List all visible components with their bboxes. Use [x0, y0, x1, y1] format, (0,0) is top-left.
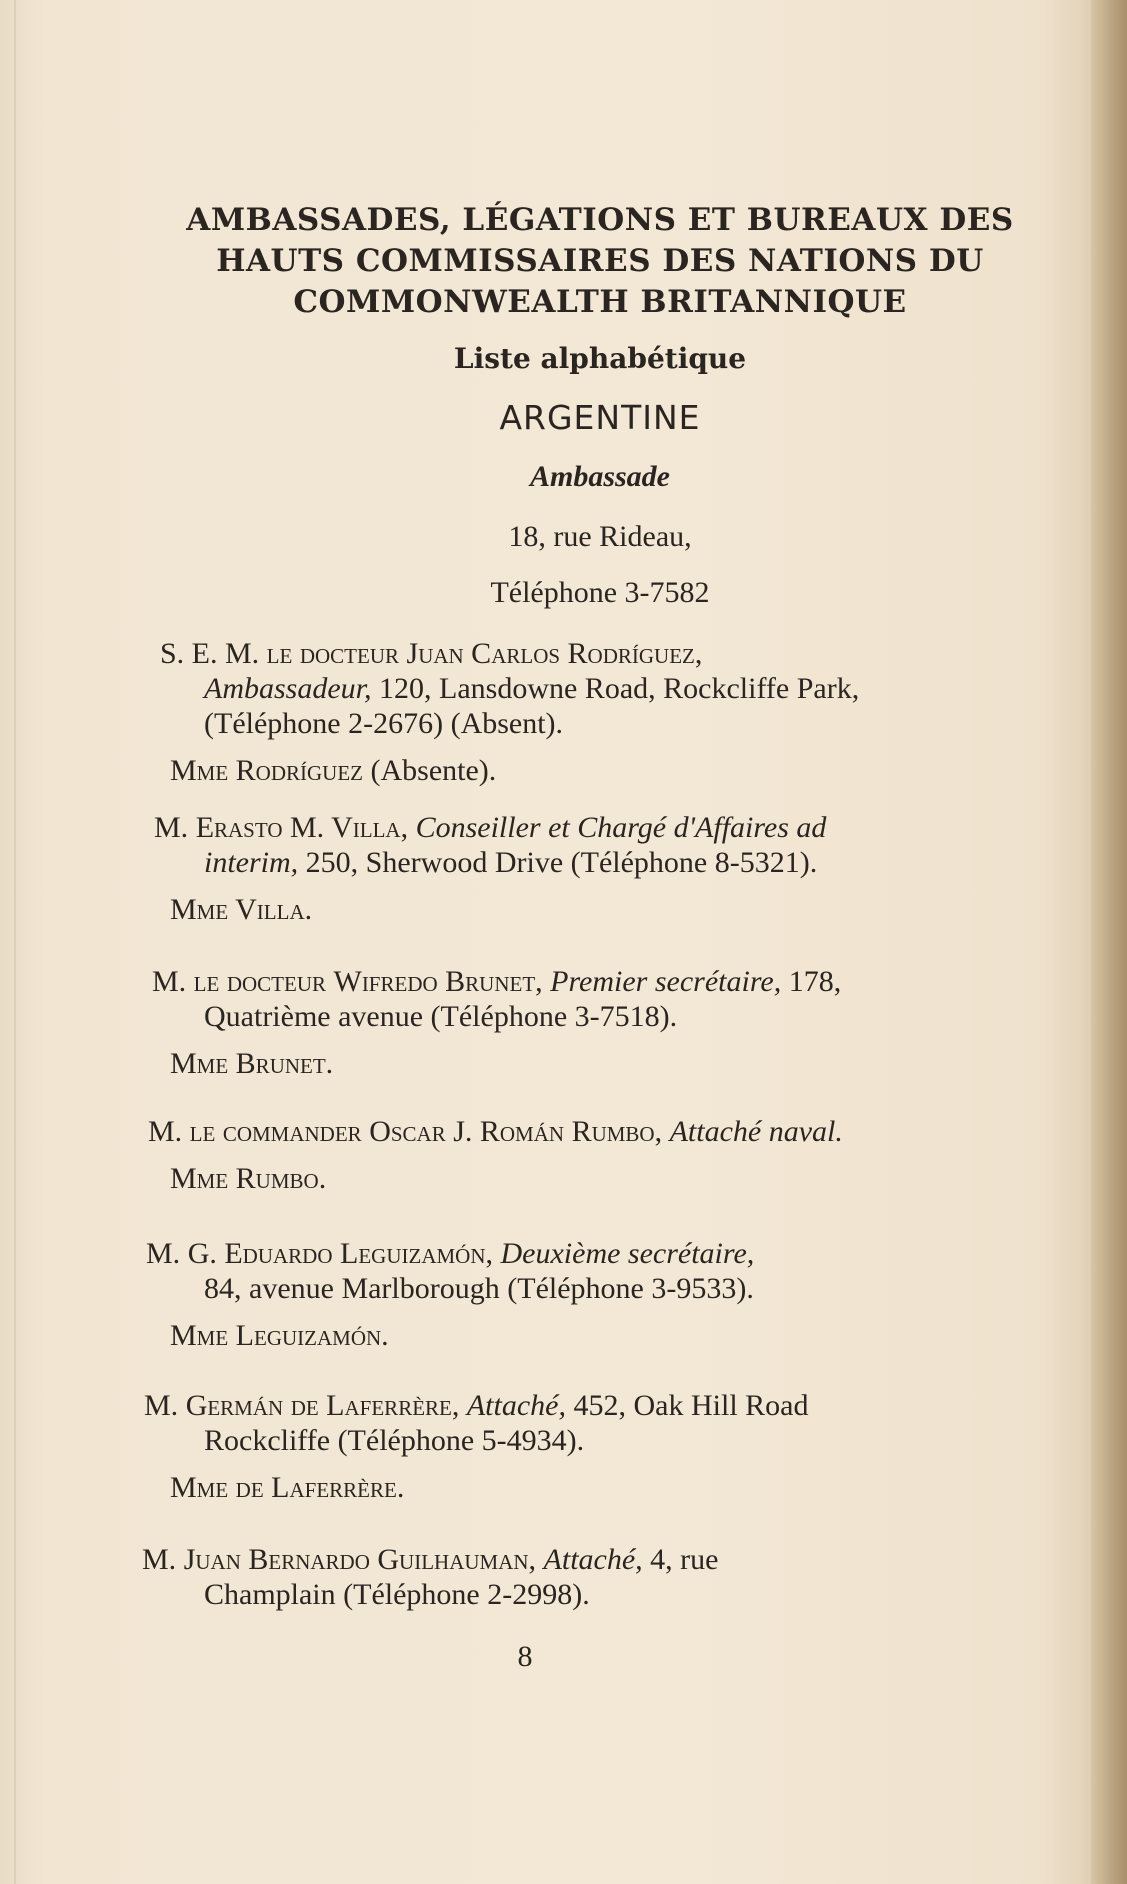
- entry-attache-guilhauman: [140, 1542, 1060, 1612]
- entry-prefix: M. le docteur: [152, 965, 326, 998]
- entry-spouse: Mme Villa.: [170, 893, 313, 926]
- page-left-edge: [14, 0, 16, 1884]
- entry-spouse: Mme Brunet.: [170, 1047, 334, 1080]
- entry-attache-laferrere: [140, 1388, 1060, 1505]
- heading-line-1: AMBASSADES, LÉGATIONS ET BUREAUX DES: [186, 202, 1014, 238]
- list-subtitle: Liste alphabétique: [453, 342, 747, 375]
- entry-title: Deuxième secrétaire,: [500, 1237, 755, 1270]
- mission-type: Ambassade: [529, 460, 670, 493]
- page-heading: [140, 200, 1060, 323]
- entry-address: 84, avenue Marlborough (Téléphone 3-9533).: [204, 1272, 754, 1305]
- entry-spouse: Mme de Laferrère.: [170, 1471, 405, 1504]
- heading-line-2: HAUTS COMMISSAIRES DES NATIONS DU: [216, 243, 984, 279]
- entry-name: Juan Carlos Rodríguez,: [406, 637, 703, 670]
- entry-first-secretary: [140, 964, 1060, 1081]
- entry-ambassador: [140, 636, 1060, 788]
- entry-phone: (Téléphone 2-2676) (Absent).: [204, 707, 564, 740]
- entry-title: Conseiller et Chargé d'Affaires ad: [415, 811, 827, 844]
- page-number: 8: [517, 1640, 533, 1673]
- entry-spouse-note: (Absente).: [370, 754, 497, 787]
- entry-address: 120, Lansdowne Road, Rockcliffe Park,: [379, 672, 860, 705]
- entry-title-cont: interim,: [204, 846, 299, 879]
- entry-name: Juan Bernardo Guilhauman,: [183, 1543, 537, 1576]
- entry-prefix: S. E. M. le docteur: [160, 637, 400, 670]
- entry-name: G. Eduardo Leguizamón,: [187, 1237, 493, 1270]
- entry-spouse: Mme Rumbo.: [170, 1162, 327, 1195]
- entry-naval-attache: [140, 1114, 1060, 1196]
- entry-spouse: Mme Leguizamón.: [170, 1319, 389, 1352]
- entry-prefix: M.: [154, 811, 189, 844]
- entry-address-start: 178,: [788, 965, 842, 998]
- entry-name: Germán de Laferrère,: [185, 1389, 460, 1422]
- entry-title: Attaché naval.: [669, 1115, 843, 1148]
- mission-phone: Téléphone 3-7582: [490, 576, 710, 609]
- heading-line-3: COMMONWEALTH BRITANNIQUE: [293, 284, 907, 320]
- entry-spouse: Mme Rodríguez: [170, 754, 364, 787]
- entry-name: Wifredo Brunet,: [333, 965, 543, 998]
- entry-title: Attaché,: [466, 1389, 566, 1422]
- entry-address-start: 452, Oak Hill Road: [573, 1389, 809, 1422]
- entry-title: Attaché,: [543, 1543, 643, 1576]
- entry-title: Premier secrétaire,: [550, 965, 782, 998]
- entry-prefix: M.: [146, 1237, 181, 1270]
- entry-second-secretary: [140, 1236, 1060, 1353]
- entry-address: Quatrième avenue (Téléphone 3-7518).: [204, 1000, 678, 1033]
- book-spine-shadow: [1091, 0, 1127, 1884]
- entry-address-start: 4, rue: [650, 1543, 719, 1576]
- entry-address: Rockcliffe (Téléphone 5-4934).: [204, 1424, 585, 1457]
- entry-prefix: M.: [144, 1389, 179, 1422]
- country-name: ARGENTINE: [499, 398, 701, 437]
- mission-address: 18, rue Rideau,: [508, 520, 692, 553]
- entry-address: Champlain (Téléphone 2-2998).: [204, 1578, 590, 1611]
- entry-counsellor: [140, 810, 1060, 927]
- entry-prefix: M.: [142, 1543, 177, 1576]
- entry-prefix: M. le commander: [148, 1115, 362, 1148]
- entry-address: 250, Sherwood Drive (Téléphone 8-5321).: [305, 846, 818, 879]
- entry-name: Oscar J. Román Rumbo,: [369, 1115, 663, 1148]
- entry-name: Erasto M. Villa,: [195, 811, 409, 844]
- entry-title: Ambassadeur,: [204, 672, 372, 705]
